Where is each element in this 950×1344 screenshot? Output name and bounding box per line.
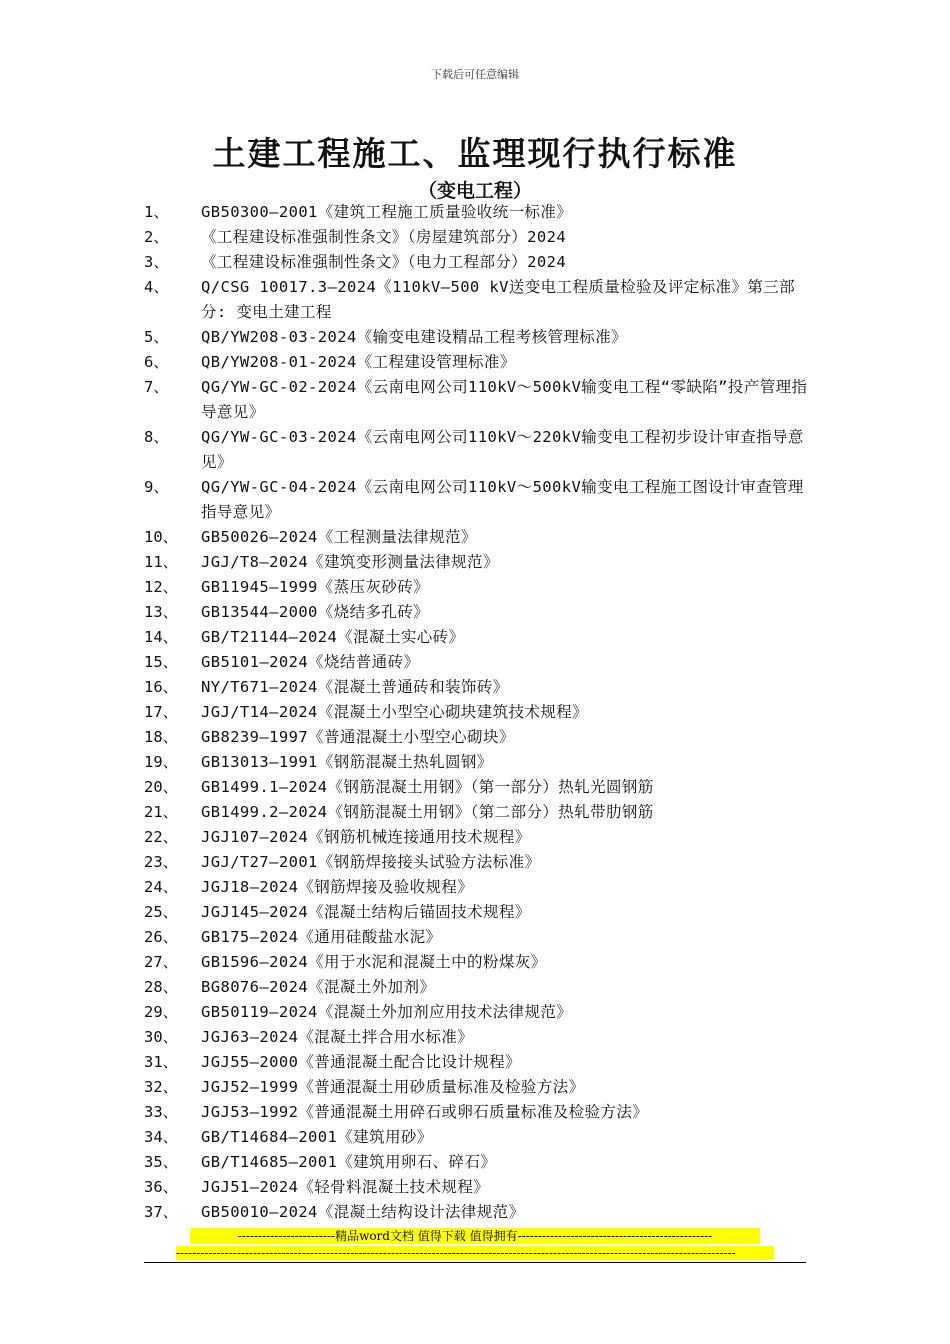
list-item: [0, 1025, 950, 1050]
list-item-text: GB/T14685—2001《建筑用卵石、碎石》: [201, 1153, 497, 1171]
list-item-number: 36、: [144, 1178, 179, 1196]
list-item: [0, 200, 950, 225]
list-item-number: 18、: [144, 728, 179, 746]
list-item-text: GB1499.2—2024《钢筋混凝土用钢》（第二部分）热轧带肋钢筋: [201, 803, 654, 821]
document-subtitle: （变电工程）: [417, 180, 532, 202]
list-item-number: 15、: [144, 653, 179, 671]
list-item: [0, 1150, 950, 1175]
list-item-text: JGJ52—1999《普通混凝土用砂质量标准及检验方法》: [201, 1078, 585, 1096]
list-item: [0, 775, 950, 800]
list-item: [0, 625, 950, 650]
footer-rule: [144, 1262, 806, 1263]
list-item: [0, 850, 950, 875]
list-item-text: JGJ53—1992《普通混凝土用碎石或卵石质量标准及检验方法》: [201, 1103, 649, 1121]
list-item-text: JGJ107—2024《钢筋机械连接通用技术规程》: [201, 828, 531, 846]
list-item-number: 1、: [144, 203, 169, 221]
list-item-text: QG/YW-GC-02-2024《云南电网公司110kV～500kV输变电工程“零缺陷”投产管理指导意见》: [201, 378, 808, 421]
list-item: [0, 900, 950, 925]
list-item-text: GB8239—1997《普通混凝土小型空心砌块》: [201, 728, 515, 746]
list-item-number: 20、: [144, 778, 179, 796]
list-item-text: GB/T21144—2024《混凝土实心砖》: [201, 628, 465, 646]
list-item-number: 4、: [144, 278, 169, 296]
list-item-number: 26、: [144, 928, 179, 946]
list-item-text: 《工程建设标准强制性条文》（房屋建筑部分）2024: [201, 228, 567, 246]
list-item: [0, 475, 950, 525]
list-item-number: 34、: [144, 1128, 179, 1146]
list-item-number: 13、: [144, 603, 179, 621]
list-item: [0, 1125, 950, 1150]
list-item-text: GB50026—2024《工程测量法律规范》: [201, 528, 477, 546]
list-item-number: 19、: [144, 753, 179, 771]
list-item-number: 37、: [144, 1203, 179, 1221]
list-item: [0, 950, 950, 975]
list-item-text: JGJ145—2024《混凝土结构后锚固技术规程》: [201, 903, 531, 921]
list-item: [0, 1075, 950, 1100]
list-item-number: 14、: [144, 628, 179, 646]
list-item: [0, 650, 950, 675]
list-item-number: 28、: [144, 978, 179, 996]
list-item-text: QB/YW208-03-2024《输变电建设精品工程考核管理标准》: [201, 328, 628, 346]
list-item-text: NY/T671—2024《混凝土普通砖和装饰砖》: [201, 678, 509, 696]
list-item-text: GB50010—2024《混凝土结构设计法律规范》: [201, 1203, 525, 1221]
list-item-text: GB13013—1991《钢筋混凝土热轧圆钢》: [201, 753, 493, 771]
list-item-text: QG/YW-GC-03-2024《云南电网公司110kV～220kV输变电工程初步设计审查指导意见》: [201, 428, 804, 471]
list-item: [0, 225, 950, 250]
list-item-number: 7、: [144, 378, 169, 396]
list-item: [0, 725, 950, 750]
document-title: 土建工程施工、监理现行执行标准: [212, 134, 738, 173]
list-item: [0, 275, 950, 325]
footer-banner: ------------------------精品word文档 值得下载 值得拥有------------------------------------------------: [190, 1228, 760, 1244]
list-item: [0, 250, 950, 275]
list-item: [0, 350, 950, 375]
list-item: [0, 550, 950, 575]
list-item: [0, 425, 950, 475]
list-item: [0, 575, 950, 600]
list-item: [0, 1000, 950, 1025]
list-item-text: JGJ55—2000《普通混凝土配合比设计规程》: [201, 1053, 521, 1071]
list-item-text: GB1596—2024《用于水泥和混凝土中的粉煤灰》: [201, 953, 547, 971]
list-item: [0, 675, 950, 700]
list-item-number: 8、: [144, 428, 169, 446]
list-item-text: GB/T14684—2001《建筑用砂》: [201, 1128, 433, 1146]
list-item-text: GB50119—2024《混凝土外加剂应用技术法律规范》: [201, 1003, 573, 1021]
list-item-text: GB50300—2001《建筑工程施工质量验收统一标准》: [201, 203, 573, 221]
list-item: [0, 375, 950, 425]
list-item-text: QB/YW208-01-2024《工程建设管理标准》: [201, 353, 516, 371]
list-item-number: 10、: [144, 528, 179, 546]
list-item-number: 16、: [144, 678, 179, 696]
list-item-number: 22、: [144, 828, 179, 846]
list-item: [0, 1175, 950, 1200]
list-item-number: 17、: [144, 703, 179, 721]
list-item: [0, 800, 950, 825]
list-item-text: JGJ18—2024《钢筋焊接及验收规程》: [201, 878, 474, 896]
list-item-number: 2、: [144, 228, 169, 246]
list-item-number: 9、: [144, 478, 169, 496]
list-item-number: 6、: [144, 353, 169, 371]
list-item: [0, 925, 950, 950]
list-item: [0, 1100, 950, 1125]
list-item-text: QG/YW-GC-04-2024《云南电网公司110kV～500kV输变电工程施工图设计审查管理指导意见》: [201, 478, 804, 521]
list-item: [0, 1050, 950, 1075]
list-item-text: JGJ/T14—2024《混凝土小型空心砌块建筑技术规程》: [201, 703, 589, 721]
list-item-number: 27、: [144, 953, 179, 971]
list-item-number: 32、: [144, 1078, 179, 1096]
list-item-text: JGJ63—2024《混凝土拌合用水标准》: [201, 1028, 474, 1046]
list-item: [0, 975, 950, 1000]
list-item-text: Q/CSG 10017.3—2024《110kV—500 kV送变电工程质量检验及评定标准》第三部分: 变电土建工程: [201, 278, 796, 321]
list-item: [0, 600, 950, 625]
list-item: [0, 750, 950, 775]
list-item-text: JGJ/T8—2024《建筑变形测量法律规范》: [201, 553, 499, 571]
list-item: [0, 325, 950, 350]
list-item-text: GB5101—2024《烧结普通砖》: [201, 653, 420, 671]
list-item-number: 23、: [144, 853, 179, 871]
list-item-number: 30、: [144, 1028, 179, 1046]
list-item-number: 21、: [144, 803, 179, 821]
standards-list: [0, 200, 950, 1225]
list-item-number: 24、: [144, 878, 179, 896]
list-item: [0, 700, 950, 725]
list-item-number: 3、: [144, 253, 169, 271]
footer-dashes: ------------------------------------------------------------------------------------------------------------------------------------------: [176, 1246, 774, 1260]
list-item-text: JGJ51—2024《轻骨料混凝土技术规程》: [201, 1178, 490, 1196]
list-item-text: BG8076—2024《混凝土外加剂》: [201, 978, 436, 996]
list-item-text: GB13544—2000《烧结多孔砖》: [201, 603, 430, 621]
list-item-number: 5、: [144, 328, 169, 346]
list-item-number: 29、: [144, 1003, 179, 1021]
list-item-number: 33、: [144, 1103, 179, 1121]
list-item: [0, 525, 950, 550]
list-item-text: GB175—2024《通用硅酸盐水泥》: [201, 928, 442, 946]
list-item-number: 12、: [144, 578, 179, 596]
header-note: 下载后可任意编辑: [431, 68, 519, 81]
list-item-number: 35、: [144, 1153, 179, 1171]
list-item-text: GB11945—1999《蒸压灰砂砖》: [201, 578, 430, 596]
list-item-number: 31、: [144, 1053, 179, 1071]
list-item: [0, 875, 950, 900]
list-item: [0, 825, 950, 850]
list-item-number: 25、: [144, 903, 179, 921]
list-item-text: JGJ/T27—2001《钢筋焊接接头试验方法标准》: [201, 853, 541, 871]
list-item-text: 《工程建设标准强制性条文》（电力工程部分）2024: [201, 253, 567, 271]
list-item-text: GB1499.1—2024《钢筋混凝土用钢》（第一部分）热轧光圆钢筋: [201, 778, 654, 796]
list-item-number: 11、: [144, 553, 179, 571]
list-item: [0, 1200, 950, 1225]
